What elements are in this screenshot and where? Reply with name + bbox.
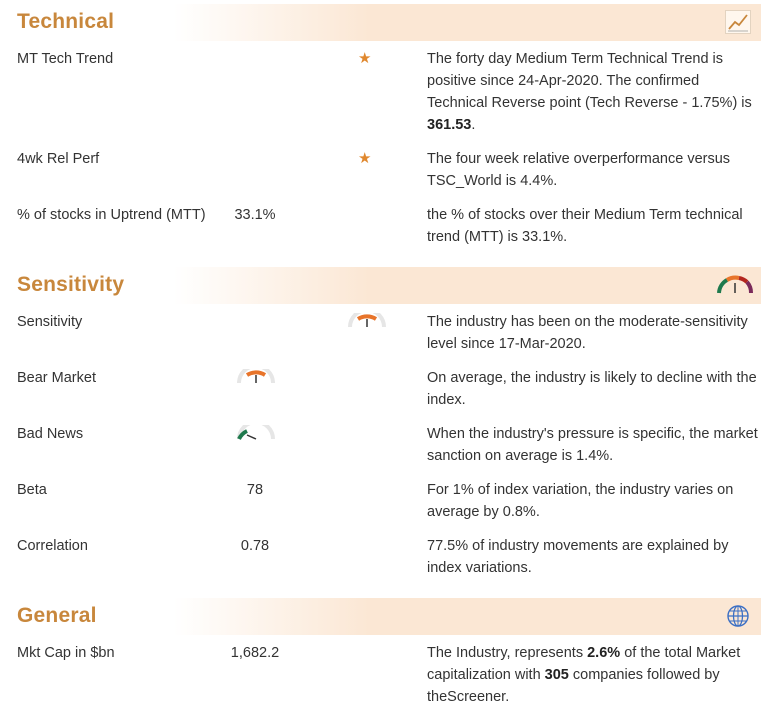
row-label: 4wk Rel Perf (17, 151, 100, 167)
row-description: The industry has been on the moderate-sensitivity level since 17-Mar-2020. (427, 314, 748, 352)
sensitivity-gauge-icon (715, 273, 755, 297)
star-icon: ★ (358, 150, 372, 167)
row-label: % of stocks in Uptrend (MTT) (17, 207, 206, 223)
row-value: 1,682.2 (230, 645, 280, 661)
row-description: For 1% of index variation, the industry varies on average by 0.8%. (427, 482, 734, 520)
technical-header (8, 4, 761, 41)
gauge-moderate-icon (346, 313, 388, 329)
row-label: Beta (17, 482, 47, 498)
row-description: The four week relative overperformance versus TSC_World is 4.4%. (427, 151, 731, 189)
sensitivity-header (8, 267, 761, 304)
row-description: 77.5% of industry movements are explained by index variations. (427, 538, 729, 576)
row-label: Mkt Cap in $bn (17, 645, 115, 661)
trend-chart-icon (725, 10, 751, 34)
general-header (8, 598, 761, 635)
row-description: On average, the industry is likely to decline with the index. (427, 370, 757, 408)
row-description: The Industry, represents 2.6% of the total Market capitalization with 305 companies followed by theScreener. (427, 645, 741, 705)
sensitivity-title: Sensitivity (17, 273, 125, 296)
row-label: Bad News (17, 426, 84, 442)
row-label: Bear Market (17, 370, 96, 386)
row-value: 33.1% (234, 207, 276, 223)
general-title: General (17, 604, 97, 627)
row-value: 78 (246, 482, 264, 498)
gauge-moderate-icon (235, 369, 277, 385)
row-value: 0.78 (240, 538, 270, 554)
star-icon: ★ (358, 50, 372, 67)
row-label: Sensitivity (17, 314, 83, 330)
globe-icon (725, 604, 751, 628)
row-description: When the industry's pressure is specific, the market sanction on average is 1.4%. (427, 426, 758, 464)
row-label: MT Tech Trend (17, 51, 114, 67)
row-description: the % of stocks over their Medium Term technical trend (MTT) is 33.1%. (427, 207, 743, 245)
technical-title: Technical (17, 10, 115, 33)
row-label: Correlation (17, 538, 88, 554)
gauge-low-icon (235, 425, 277, 441)
row-description: The forty day Medium Term Technical Trend is positive since 24-Apr-2020. The confirmed Technical Reverse point (Tech Reverse - 1.75%) is 361.53. (427, 51, 752, 133)
